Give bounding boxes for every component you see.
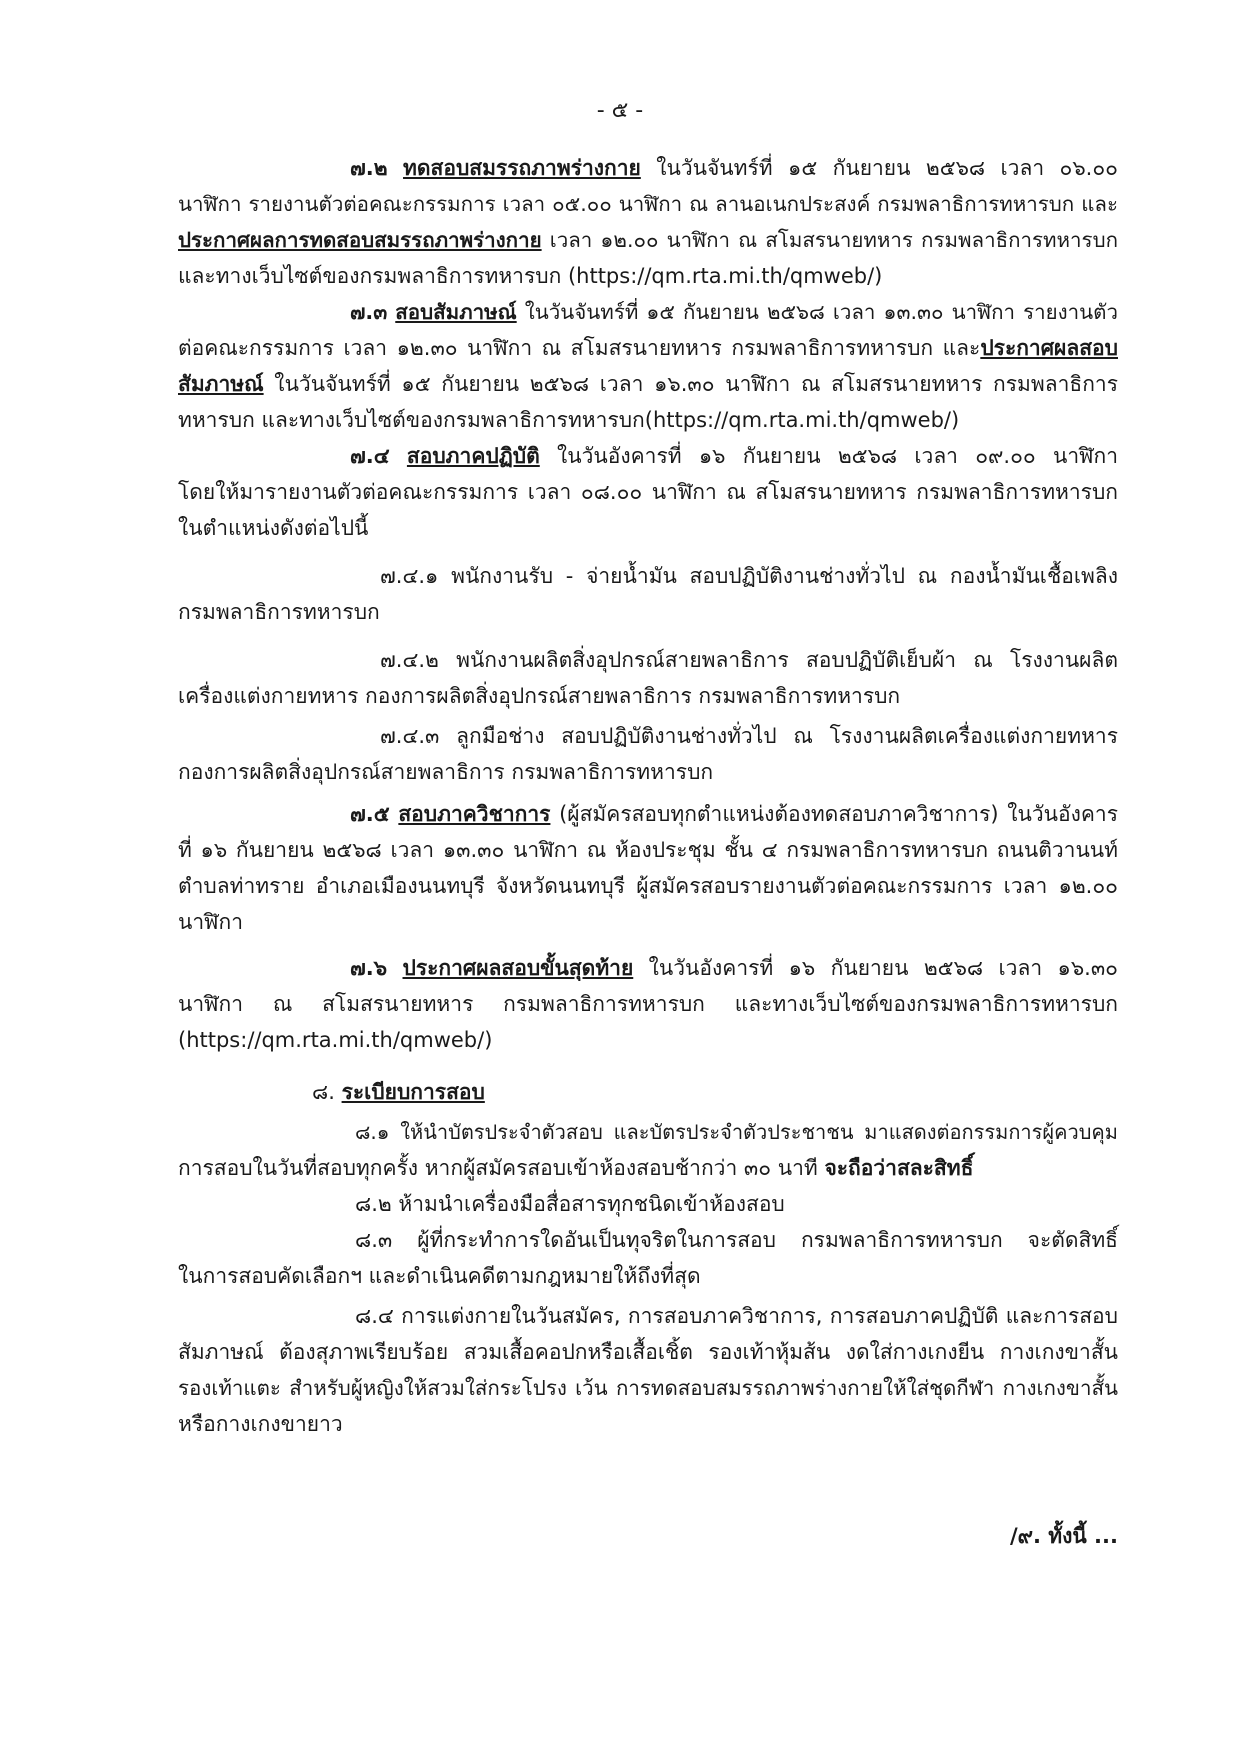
s81-line-2 [178,1152,1118,1184]
s73-num: ๗.๓ [350,300,388,324]
s743-line-1: ๗.๔.๓ ลูกมือช่าง สอบปฏิบัติงานช่างทั่วไป ณ โรงงานผลิตเครื่องแต่งกายทหาร [380,724,1118,748]
s83-line-2: ในการสอบคัดเลือกฯ และดำเนินคดีตามกฎหมายให้ถึงที่สุด [178,1264,701,1288]
s73-line-1 [350,296,1118,328]
s74-title: สอบภาคปฏิบัติ [406,444,540,468]
s75-line-2: ที่ ๑๖ กันยายน ๒๕๖๘ เวลา ๑๓.๓๐ นาฬิกา ณ ห้องประชุม ชั้น ๔ กรมพลาธิการทหารบก ถนนติวานนท์ [178,838,1118,862]
s75-l1: (ผู้สมัครสอบทุกตำแหน่งต้องทดสอบภาควิชาการ) ในวันอังคาร [550,802,1118,826]
s73-announce: ประกาศผลสอบ [980,336,1118,360]
s72-line-4: และทางเว็บไซต์ของกรมพลาธิการทหารบก (https://qm.rta.mi.th/qmweb/) [178,264,883,288]
s742-line-1: ๗.๔.๒ พนักงานผลิตสิ่งอุปกรณ์สายพลาธิการ สอบปฏิบัติเย็บผ้า ณ โรงงานผลิต [380,648,1118,672]
s73-l2a: ต่อคณะกรรมการ เวลา ๑๒.๓๐ นาฬิกา ณ สโมสรนายทหาร กรมพลาธิการทหารบก และ [178,336,981,360]
s72-l3: เวลา ๑๒.๐๐ นาฬิกา ณ สโมสรนายทหาร กรมพลาธิการทหารบก [541,228,1118,252]
s72-l1: ในวันจันทร์ที่ ๑๕ กันยายน ๒๕๖๘ เวลา ๐๖.๐๐ [640,156,1118,180]
s72-announce-title: ประกาศผลการทดสอบสมรรถภาพร่างกาย [178,228,542,252]
s72-title: ทดสอบสมรรถภาพร่างกาย [403,156,641,180]
s74-line-3: ในตำแหน่งดังต่อไปนี้ [178,516,369,540]
s73-title: สอบสัมภาษณ์ [395,300,517,324]
s84-line-4: หรือกางเกงขายาว [178,1412,343,1436]
s741-line-2: กรมพลาธิการทหารบก [178,600,380,624]
s76-l1: ในวันอังคารที่ ๑๖ กันยายน ๒๕๖๘ เวลา ๑๖.๓๐ [633,956,1119,980]
s74-num: ๗.๔ [350,444,390,468]
s73-line-4: ทหารบก และทางเว็บไซต์ของกรมพลาธิการทหารบก(https://qm.rta.mi.th/qmweb/) [178,408,960,432]
s72-line-3 [178,224,1118,256]
s72-line-1 [350,152,1118,184]
s81-forfeit: จะถือว่าสละสิทธิ์ [824,1156,974,1180]
s81-line-1: ๘.๑ ให้นำบัตรประจำตัวสอบ และบัตรประจำตัวประชาชน มาแสดงต่อกรรมการผู้ควบคุม [355,1120,1118,1144]
s74-l1: ในวันอังคารที่ ๑๖ กันยายน ๒๕๖๘ เวลา ๐๙.๐๐ นาฬิกา [539,444,1118,468]
s73-interview: สัมภาษณ์ [178,372,264,396]
s8-title: ระเบียบการสอบ [341,1080,485,1104]
s84-line-2: สัมภาษณ์ ต้องสุภาพเรียบร้อย สวมเสื้อคอปกหรือเสื้อเชิ้ต รองเท้าหุ้มส้น งดใส่กางเกงยีน กางเกงขาสั้น [178,1340,1118,1364]
continuation-marker: /๙. ทั้งนี้ ... [1009,1524,1118,1548]
s75-title: สอบภาควิชาการ [398,802,551,826]
s76-line-1 [350,952,1118,984]
s76-title: ประกาศผลสอบขั้นสุดท้าย [402,956,634,980]
s76-line-2: นาฬิกา ณ สโมสรนายทหาร กรมพลาธิการทหารบก และทางเว็บไซต์ของกรมพลาธิการทหารบก [178,992,1118,1016]
s8-num: ๘. [312,1080,335,1104]
s73-l3: ในวันจันทร์ที่ ๑๕ กันยายน ๒๕๖๘ เวลา ๑๖.๓๐ นาฬิกา ณ สโมสรนายทหาร กรมพลาธิการ [263,372,1118,396]
s75-line-4: นาฬิกา [178,910,244,934]
s8-heading [312,1076,1240,1108]
s742-line-2: เครื่องแต่งกายทหาร กองการผลิตสิ่งอุปกรณ์สายพลาธิการ กรมพลาธิการทหารบก [178,684,901,708]
s73-line-3 [178,368,1118,400]
s75-num: ๗.๕ [350,802,390,826]
s84-line-1: ๘.๔ การแต่งกายในวันสมัคร, การสอบภาควิชาการ, การสอบภาคปฏิบัติ และการสอบ [355,1304,1118,1328]
s81-l2: การสอบในวันที่สอบทุกครั้ง หากผู้สมัครสอบเข้าห้องสอบช้ากว่า ๓๐ นาที [178,1156,825,1180]
s743-line-2: กองการผลิตสิ่งอุปกรณ์สายพลาธิการ กรมพลาธิการทหารบก [178,760,714,784]
s72-line-2: นาฬิกา รายงานตัวต่อคณะกรรมการ เวลา ๐๕.๐๐ นาฬิกา ณ ลานอเนกประสงค์ กรมพลาธิการทหารบก และ [178,192,1118,216]
s74-line-2: โดยให้มารายงานตัวต่อคณะกรรมการ เวลา ๐๘.๐๐ นาฬิกา ณ สโมสรนายทหาร กรมพลาธิการทหารบก [178,480,1118,504]
s76-num: ๗.๖ [350,956,388,980]
s74-line-1 [350,440,1118,472]
s84-line-3: รองเท้าแตะ สำหรับผู้หญิงให้สวมใส่กระโปรง เว้น การทดสอบสมรรถภาพร่างกายให้ใส่ชุดกีฬา กางเกงขาสั้น [178,1376,1118,1400]
s741-line-1: ๗.๔.๑ พนักงานรับ - จ่ายน้ำมัน สอบปฏิบัติงานช่างทั่วไป ณ กองน้ำมันเชื้อเพลิง [380,564,1118,588]
s72-num: ๗.๒ [350,156,388,180]
page-number: - ๕ - [596,98,644,123]
s82-line: ๘.๒ ห้ามนำเครื่องมือสื่อสารทุกชนิดเข้าห้องสอบ [355,1192,785,1216]
s76-line-3: (https://qm.rta.mi.th/qmweb/) [178,1028,493,1052]
s83-line-1: ๘.๓ ผู้ที่กระทำการใดอันเป็นทุจริตในการสอบ กรมพลาธิการทหารบก จะตัดสิทธิ์ [355,1228,1118,1252]
s73-line-2 [178,332,1118,364]
s75-line-3: ตำบลท่าทราย อำเภอเมืองนนทบุรี จังหวัดนนทบุรี ผู้สมัครสอบรายงานตัวต่อคณะกรรมการ เวลา ๑๒.๐๐ [178,874,1118,898]
s75-line-1 [350,798,1118,830]
s73-l1: ในวันจันทร์ที่ ๑๕ กันยายน ๒๕๖๘ เวลา ๑๓.๓๐ นาฬิกา รายงานตัว [516,300,1118,324]
